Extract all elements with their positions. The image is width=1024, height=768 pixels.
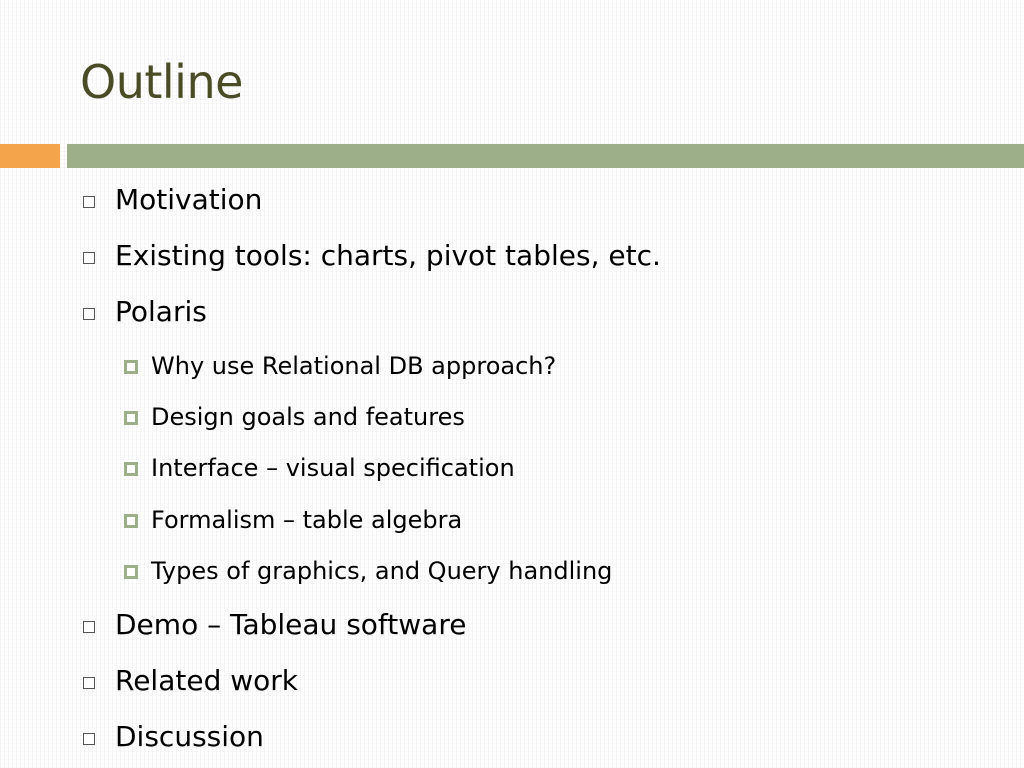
- hollow-square-bullet-icon: [83, 196, 95, 208]
- hollow-square-bullet-icon: [83, 677, 95, 689]
- outline-subitem-text: Design goals and features: [151, 403, 465, 431]
- filled-square-bullet-icon: [124, 360, 138, 374]
- outline-subitem-text: Interface – visual specification: [151, 454, 515, 482]
- hollow-square-bullet-icon: [83, 733, 95, 745]
- outline-subitem-text: Formalism – table algebra: [151, 506, 463, 534]
- filled-square-bullet-icon: [124, 462, 138, 476]
- outline-item-text: Existing tools: charts, pivot tables, etc.: [115, 239, 661, 272]
- title-accent-green-bar: [67, 144, 1024, 168]
- hollow-square-bullet-icon: [83, 252, 95, 264]
- outline-subitem-text: Types of graphics, and Query handling: [151, 557, 613, 585]
- filled-square-bullet-icon: [124, 514, 138, 528]
- outline-item-text: Related work: [115, 664, 298, 697]
- hollow-square-bullet-icon: [83, 621, 95, 633]
- outline-item-text: Demo – Tableau software: [115, 608, 467, 641]
- outline-item-text: Discussion: [115, 720, 264, 753]
- hollow-square-bullet-icon: [83, 308, 95, 320]
- outline-subitem-text: Why use Relational DB approach?: [151, 352, 557, 380]
- outline-item-text: Motivation: [115, 183, 263, 216]
- slide-title: Outline: [80, 55, 243, 109]
- outline-item-text: Polaris: [115, 295, 207, 328]
- filled-square-bullet-icon: [124, 565, 138, 579]
- filled-square-bullet-icon: [124, 411, 138, 425]
- title-accent-orange-bar: [0, 144, 60, 168]
